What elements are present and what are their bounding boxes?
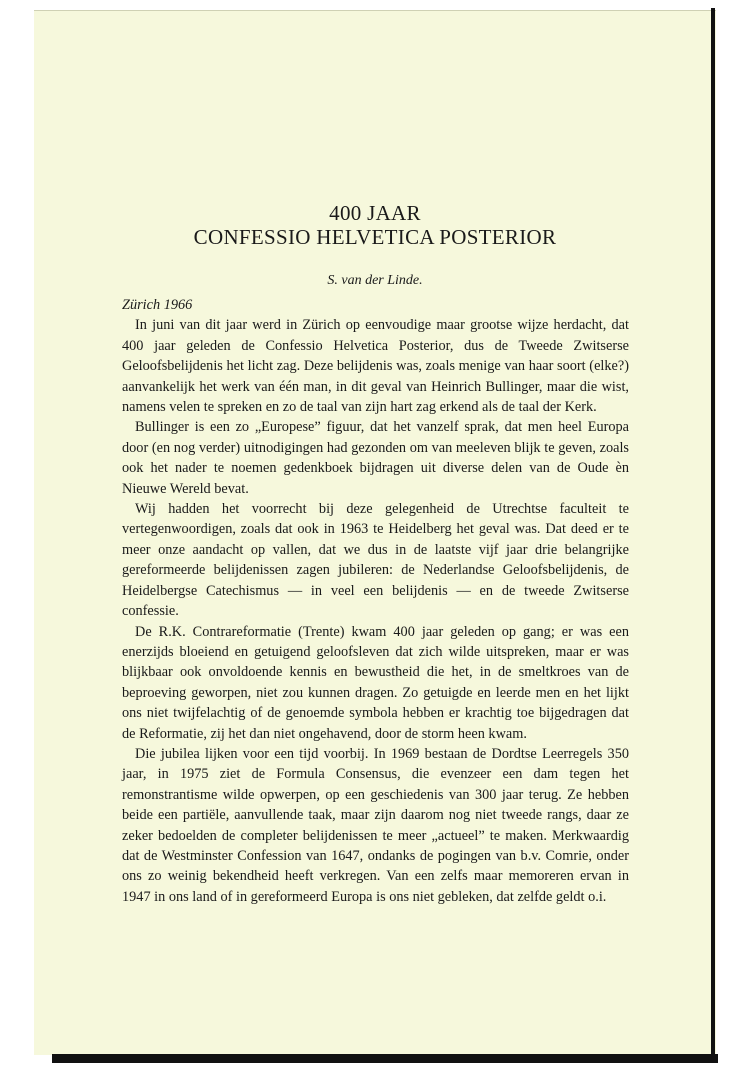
paragraph: Die jubilea lijken voor een tijd voorbij. In 1969 bestaan de Dordtse Leerregels 350 jaar, in 1975 ziet de Formula Consensus, die evenzeer een dam tegen het remonstrantisme wilde opwerpen, op een geschiedenis van 300 jaar terug. Ze hebben beide een partiële, aanvullende taak, maar zijn daarom nog niet tweede rangs, daar ze zeker bedoelden de completer belijdenissen te meer „actueel” te maken. Merkwaardig dat de Westminster Confession van 1647, ondanks de pogingen van b.v. Comrie, onder ons zo weinig bekendheid heeft verkregen. Van een zelfs maar memoreren ervan in 1947 in ons land of in gereformeerd Europa is ons niet gebleken, dat zelfde geldt o.i. <box>122 745 629 905</box>
scan-edge-right <box>711 8 715 1056</box>
paragraph: Wij hadden het voorrecht bij deze gelegenheid de Utrechtse faculteit te vertegenwoordigen, zoals dat ook in 1963 te Heidelberg het geval was. Dat deed er te meer onze aandacht op vallen, dat we dus in de laatste vijf jaar drie belangrijke gereformeerde belijdenissen zagen jubileren: de Nederlandse Geloofsbelijdenis, de Heidelbergse Catechismus — in veel een belijdenis — en de tweede Zwitserse confessie. <box>122 501 629 620</box>
article-title-line-2: CONFESSIO HELVETICA POSTERIOR <box>193 225 557 249</box>
dateline: Zürich 1966 <box>122 297 193 313</box>
article-body <box>122 295 629 907</box>
paragraph: Bullinger is een zo „Europese” figuur, dat het vanzelf sprak, dat men heel Europa door (en nog verder) uitnodigingen had gezonden om van meeleven blijk te geven, zoals ook het nader te noemen gedenkboek bijdragen uit diverse delen van de Oude èn Nieuwe Wereld bevat. <box>122 419 629 497</box>
article-title-line-1: 400 JAAR <box>329 201 421 225</box>
article-author: S. van der Linde. <box>327 273 423 288</box>
paragraph: De R.K. Contrareformatie (Trente) kwam 400 jaar geleden op gang; er was een enerzijds bloeiend en getuigend geloofsleven dat zich wilde uitspreken, maar er was blijkbaar ook onvoldoende kennis en bewustheid die het, in de smeltkroes van de beproeving geworpen, niet zou kunnen dragen. Zo getuigde en leerde men en het lijkt ons niet twijfelachtig of de genoemde symbola hebben er krachtig toe bijgedragen dat de Reformatie, zij het dan niet ongehavend, door de storm heen kwam. <box>122 623 629 742</box>
paragraph: In juni van dit jaar werd in Zürich op eenvoudige maar grootse wijze herdacht, dat 400 jaar geleden de Confessio Helvetica Posterior, dus de Tweede Zwitserse Geloofsbelijdenis het licht zag. Deze belijdenis was, zoals menige van haar soort (elke?) aanvankelijk het werk van één man, in dit geval van Heinrich Bullinger, maar die wist, namens velen te spreken en zo de taal van zijn hart zag erkend als de taal der Kerk. <box>122 317 629 416</box>
scan-edge-bottom <box>52 1054 718 1063</box>
